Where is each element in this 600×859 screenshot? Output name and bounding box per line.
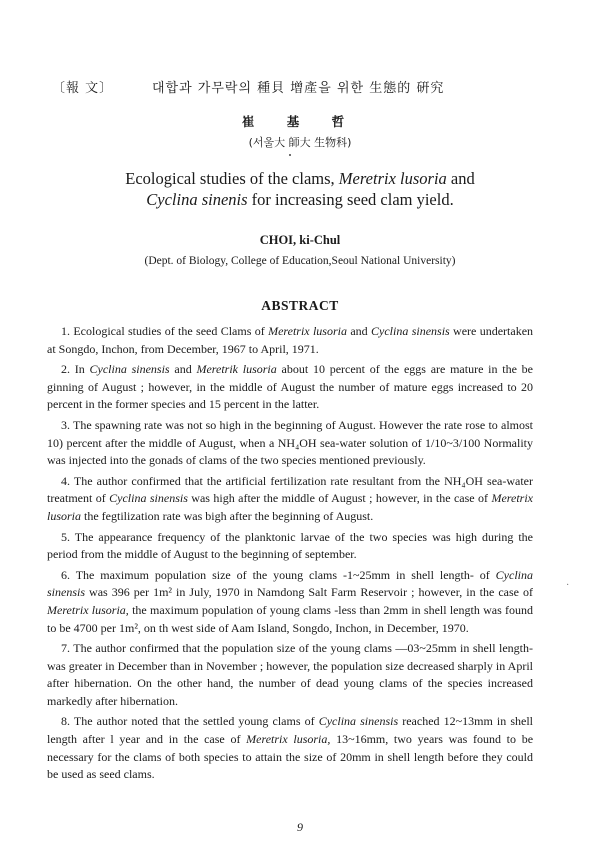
paragraph-text: the maximum population of young clams -less than 2mm in shell length was found to be 4700 per 1m², on th west side of Aam Island, Songdo, Inchon, in December, 1970. [47, 602, 533, 635]
paragraph-8 [47, 713, 533, 783]
paragraph-text: 5. The appearance frequency of the planktonic larvae of the two species was high during the period from the middle of August to the beginning of september. [47, 529, 533, 562]
paragraph-text: was high after the middle of August ; however, in the case of [187, 491, 492, 506]
english-title-line1 [0, 168, 600, 189]
species-name: Meretrix lusoria [268, 324, 347, 338]
paragraph-text: 6. The maximum population size of the young clams -1~25mm in shell length- of [61, 567, 496, 582]
page-number: 9 [297, 820, 303, 834]
species-name: Meretrix lusoria, [47, 602, 129, 617]
species-name: Meretrik lusoria [196, 362, 277, 377]
paragraph-text: was 396 per 1m² in July, 1970 in Namdong Salt Farm Reservoir ; however, in the case of [85, 585, 533, 600]
paragraph-7 [47, 640, 533, 710]
paragraph-4 [47, 473, 533, 526]
paragraph-2 [47, 361, 533, 414]
author-english: CHOI, ki-Chul [259, 233, 341, 247]
paragraph-text: and [346, 324, 372, 338]
paragraph-text: 7. The author confirmed that the population size of the young clams —03~25mm in shell length- was greater in December than in November ; however, the population size decreased sharply in April after hibernation. On the other hand, the number of dead young clams of the species increased markedly after hibernation. [47, 641, 533, 708]
korean-title: 대합과 가무락의 種貝 增產을 위한 生態的 硏究 [152, 81, 445, 96]
paragraph-6 [47, 567, 533, 637]
species-name: Meretrix lusoria [47, 491, 534, 523]
species-name: Cyclina sinensis [318, 714, 399, 729]
title-text: and [446, 169, 475, 188]
affiliation-english: (Dept. of Biology, College of Education,Seoul National University) [144, 255, 456, 267]
title-text: for increasing seed clam yield. [247, 190, 454, 209]
paragraph-text: 2. In [61, 362, 90, 377]
paragraph-text: 1. Ecological studies of the seed Clams of [61, 324, 269, 338]
paragraph-text: 8. The author noted that the settled young clams of [61, 714, 319, 729]
english-title-line2 [0, 189, 600, 210]
abstract-heading: ABSTRACT [261, 298, 339, 313]
affiliation-korean: (서울大 師大 生物科) [248, 136, 352, 149]
species-name: Cyclina sinensis [89, 362, 170, 377]
abstract-body [47, 323, 533, 787]
paragraph-5 [47, 529, 533, 564]
paragraph-text: 3. The spawning rate was not so high in the beginning of August. However the rate rose to almost 10) percent after the middle of August, when a NH₄OH sea-water solution of 1/10~3/100 Normality was injected into the gonads of clams of the two species mentioned previously. [47, 417, 533, 468]
author-korean: 崔 基 哲 [241, 114, 359, 129]
paragraph-text: were undertaken at Songdo, Inchon, from December, 1967 to April, 1971. [47, 324, 534, 356]
stray-dot-mark [289, 154, 291, 156]
species-name: Cyclina sinensis [371, 324, 450, 338]
paragraph-text: 4. The author confirmed that the artificial fertilization rate resultant from the NH₄OH sea-water treatment of [47, 473, 533, 506]
paragraph-text: about 10 percent of the eggs are mature in the be ginning of August ; however, in the middle of August the number of mature eggs increased to 20 percent in the former species and 15 percent in the latter. [47, 362, 534, 412]
title-species-cyclina: Cyclina sinenis [146, 190, 248, 209]
paragraph-3 [47, 417, 533, 470]
paragraph-text: the fegtilization rate was bigh after the beginning of August. [81, 508, 374, 523]
species-name: Cyclina sinensis [109, 491, 188, 506]
article-type-tag: 〔報 文〕 [52, 81, 114, 96]
paragraph-1 [47, 323, 533, 358]
title-species-meretrix: Meretrix lusoria [338, 169, 447, 188]
species-name: Cyclina sinensis [47, 567, 533, 600]
paragraph-text: reached 12~13mm in shell length after l year and in the case of [47, 714, 533, 747]
margin-mark: · [566, 580, 570, 591]
paragraph-text: 13~16mm, two years was found to be necessary for the clams of both species to attain the size of 20mm in shell length before they could be used as seed clams. [47, 732, 534, 782]
paragraph-text: and [169, 362, 197, 377]
title-text: Ecological studies of the clams, [125, 169, 339, 188]
english-title [0, 168, 600, 210]
species-name: Meretrix lusoria, [246, 732, 331, 747]
